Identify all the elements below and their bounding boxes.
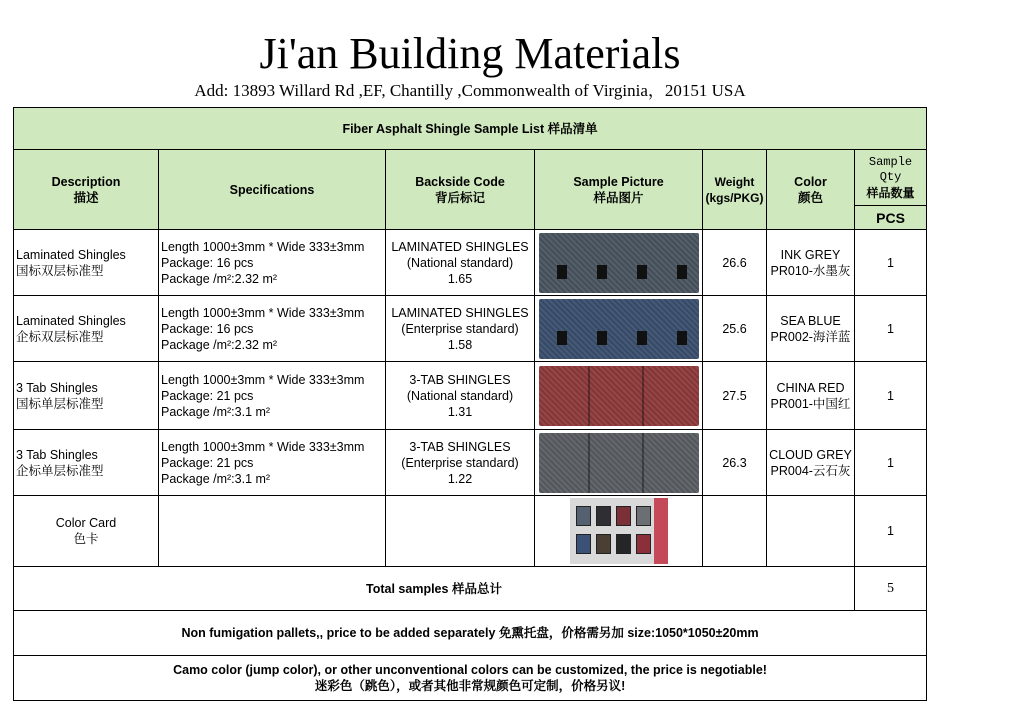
custom-color-note-row bbox=[14, 656, 927, 701]
header-color: Color 颜色 bbox=[767, 150, 855, 230]
row-description: 3 Tab Shingles 企标单层标准型 bbox=[14, 430, 159, 496]
shingle-sample-image bbox=[539, 233, 699, 293]
total-label: Total samples 样品总计 bbox=[14, 567, 855, 611]
rows-body bbox=[14, 230, 927, 496]
pallet-note-row bbox=[14, 611, 927, 656]
table-row bbox=[14, 230, 927, 296]
header-pcs: PCS bbox=[855, 206, 927, 230]
shingle-sample-image bbox=[539, 366, 699, 426]
total-row bbox=[14, 567, 927, 611]
shingle-slot bbox=[557, 331, 567, 345]
shingle-sample-image bbox=[539, 299, 699, 359]
row-specifications: Length 1000±3mm * Wide 333±3mm Package: 16 pcs Package /m²:2.32 m² bbox=[159, 296, 386, 362]
table-row bbox=[14, 362, 927, 430]
color-card-row bbox=[14, 496, 927, 567]
company-name: Ji'an Building Materials bbox=[259, 29, 681, 78]
row-weight bbox=[703, 496, 767, 567]
header-backside-code: Backside Code 背后标记 bbox=[386, 150, 535, 230]
row-color bbox=[767, 496, 855, 567]
header-sample-qty: Sample Qty 样品数量 bbox=[855, 150, 927, 206]
color-card-image bbox=[570, 498, 668, 564]
row-description: Color Card 色卡 bbox=[14, 496, 159, 567]
row-qty: 1 bbox=[855, 496, 927, 567]
row-weight: 25.6 bbox=[703, 296, 767, 362]
shingle-sample-image bbox=[539, 433, 699, 493]
card-edge bbox=[654, 498, 668, 564]
row-qty: 1 bbox=[855, 430, 927, 496]
row-description: Laminated Shingles 国标双层标准型 bbox=[14, 230, 159, 296]
swatch bbox=[596, 534, 611, 554]
row-specifications: Length 1000±3mm * Wide 333±3mm Package: 16 pcs Package /m²:2.32 m² bbox=[159, 230, 386, 296]
row-qty: 1 bbox=[855, 362, 927, 430]
shingle-slot bbox=[637, 331, 647, 345]
row-backside-code: LAMINATED SHINGLES (Enterprise standard) 1.58 bbox=[386, 296, 535, 362]
row-sample-picture bbox=[535, 496, 703, 567]
row-specifications: Length 1000±3mm * Wide 333±3mm Package: 21 pcs Package /m²:3.1 m² bbox=[159, 430, 386, 496]
custom-color-note: Camo color (jump color), or other unconventional colors can be customized, the price is negotiable! 迷彩色（跳色），或者其他非常规颜色可定制，价格另议! bbox=[14, 656, 927, 701]
company-address: Add: 13893 Willard Rd ,EF, Chantilly ,Commonwealth of Virginia，20151 USA bbox=[194, 81, 746, 100]
row-color: CLOUD GREY PR004-云石灰 bbox=[767, 430, 855, 496]
shingle-slot bbox=[597, 331, 607, 345]
table-row bbox=[14, 296, 927, 362]
row-weight: 26.3 bbox=[703, 430, 767, 496]
row-color: CHINA RED PR001-中国红 bbox=[767, 362, 855, 430]
table-title: Fiber Asphalt Shingle Sample List 样品清单 bbox=[14, 108, 927, 150]
row-weight: 27.5 bbox=[703, 362, 767, 430]
row-weight: 26.6 bbox=[703, 230, 767, 296]
shingle-slot bbox=[597, 265, 607, 279]
row-backside-code: 3-TAB SHINGLES (Enterprise standard) 1.22 bbox=[386, 430, 535, 496]
header-sample-picture: Sample Picture 样品图片 bbox=[535, 150, 703, 230]
row-sample-picture bbox=[535, 430, 703, 496]
row-description: Laminated Shingles 企标双层标准型 bbox=[14, 296, 159, 362]
row-color: SEA BLUE PR002-海洋蓝 bbox=[767, 296, 855, 362]
row-color: INK GREY PR010-水墨灰 bbox=[767, 230, 855, 296]
row-qty: 1 bbox=[855, 230, 927, 296]
shingle-slot bbox=[557, 265, 567, 279]
swatch bbox=[616, 534, 631, 554]
total-value: 5 bbox=[855, 567, 927, 611]
row-backside-code: LAMINATED SHINGLES (National standard) 1.65 bbox=[386, 230, 535, 296]
row-backside-code bbox=[386, 496, 535, 567]
row-sample-picture bbox=[535, 296, 703, 362]
table-title-row bbox=[14, 108, 927, 150]
shingle-slot bbox=[677, 331, 687, 345]
sample-list-table bbox=[13, 107, 927, 701]
swatch bbox=[576, 534, 591, 554]
swatch bbox=[616, 506, 631, 526]
row-sample-picture bbox=[535, 362, 703, 430]
swatch bbox=[576, 506, 591, 526]
pallet-note: Non fumigation pallets,, price to be added separately 免熏托盘，价格需另加 size:1050*1050±20mm bbox=[14, 611, 927, 656]
row-backside-code: 3-TAB SHINGLES (National standard) 1.31 bbox=[386, 362, 535, 430]
header-specifications: Specifications bbox=[159, 150, 386, 230]
row-specifications bbox=[159, 496, 386, 567]
shingle-slot bbox=[677, 265, 687, 279]
row-description: 3 Tab Shingles 国标单层标准型 bbox=[14, 362, 159, 430]
shingle-slot bbox=[637, 265, 647, 279]
row-sample-picture bbox=[535, 230, 703, 296]
table-row bbox=[14, 430, 927, 496]
row-qty: 1 bbox=[855, 296, 927, 362]
header-description: Description 描述 bbox=[14, 150, 159, 230]
row-specifications: Length 1000±3mm * Wide 333±3mm Package: 21 pcs Package /m²:3.1 m² bbox=[159, 362, 386, 430]
swatch bbox=[596, 506, 611, 526]
header-weight: Weight (kgs/PKG) bbox=[703, 150, 767, 230]
header-row bbox=[14, 150, 927, 206]
swatch bbox=[636, 534, 651, 554]
swatch bbox=[636, 506, 651, 526]
